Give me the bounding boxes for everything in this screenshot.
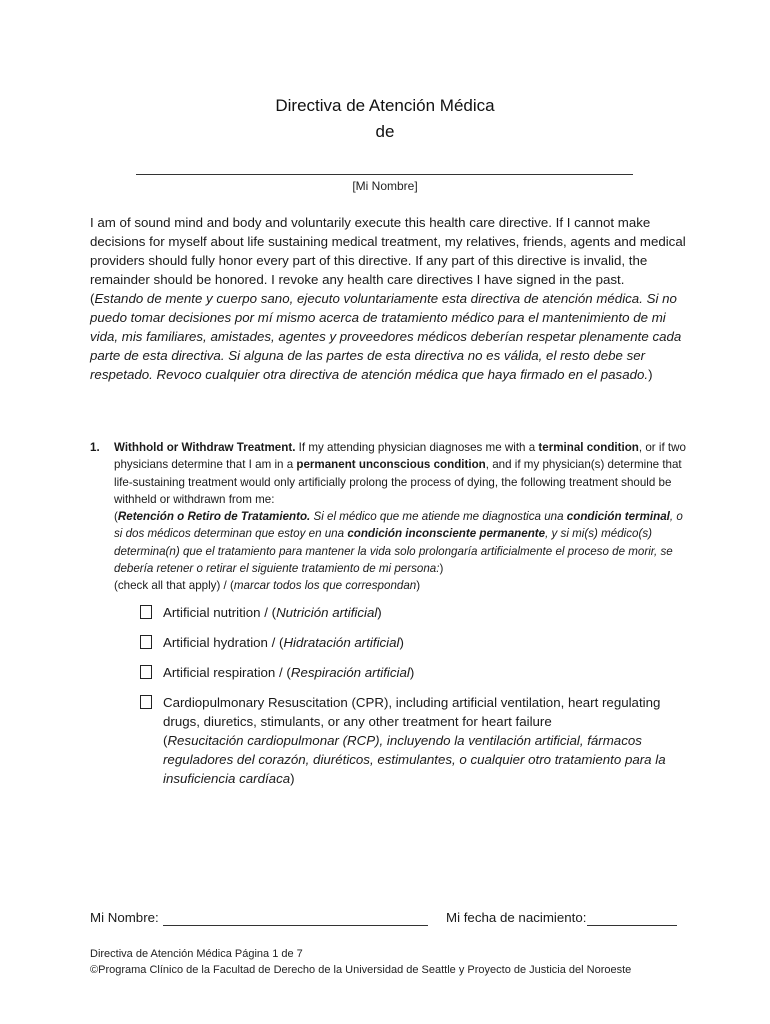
section-withhold-treatment xyxy=(90,439,690,595)
checkbox-artificial-nutrition[interactable] xyxy=(140,605,152,619)
intro-paragraph xyxy=(90,213,690,384)
page-footer xyxy=(90,946,730,978)
section-number: 1. xyxy=(90,441,100,454)
page-info: Directiva de Atención Médica Página 1 de 7 xyxy=(90,948,303,960)
option-artificial-respiration: Artificial respiration / (Respiración artificial) xyxy=(140,663,690,682)
option-artificial-hydration: Artificial hydration / (Hidratación artificial) xyxy=(140,633,690,652)
section-spanish-text: (Retención o Retiro de Tratamiento. Si el médico que me atiende me diagnostica una condición terminal, o si dos médicos determinan que estoy en una condición inconsciente permanente, y si mi(s) médico(s) determina(n) que el tratamiento para mantener la vida solo prolongaría artificialmente el proceso de morir, se debería retener o retirar el siguiente tratamiento de mi persona:) xyxy=(114,510,683,576)
dob-label: Mi fecha de nacimiento: xyxy=(446,910,587,925)
checkbox-artificial-hydration[interactable] xyxy=(140,635,152,649)
document-title: Directiva de Atención Médica xyxy=(275,96,495,115)
section-english-text: Withhold or Withdraw Treatment. If my attending physician diagnoses me with a terminal condition, or if two physicians determine that I am in a permanent unconscious condition, and if my physician(s) determine that life-sustaining treatment would only artificially prolong the process of dying, the following treatment should be withheld or withdrawn from me: xyxy=(114,441,686,506)
option-cpr: Cardiopulmonary Resuscitation (CPR), including artificial ventilation, heart regulating drugs, diuretics, stimulants, or any other treatment for heart failure (Resucitación cardiopulmonar (RCP), incluyendo la ventilación artificial, fármacos reguladores del corazón, diuréticos, estimulantes, o cualquier otro tratamiento para la insuficiencia cardíaca) xyxy=(140,693,690,788)
term-terminal-condition: terminal condition xyxy=(538,441,639,454)
intro-english: I am of sound mind and body and voluntarily execute this health care directive. If I cannot make decisions for myself about life sustaining medical treatment, my relatives, friends, agents and medical providers should fully honor every part of this directive. If any part of this directive is invalid, the remainder should be honored. I revoke any health care directives I have signed in the past. xyxy=(90,215,686,287)
document-title-de: de xyxy=(375,122,395,141)
check-instruction: (check all that apply) / (marcar todos los que correspondan) xyxy=(114,579,421,593)
section-heading: Withhold or Withdraw Treatment. xyxy=(114,441,296,454)
term-permanent-unconscious: permanent unconscious condition xyxy=(296,458,486,472)
copyright-notice: ©Programa Clínico de la Facultad de Derecho de la Universidad de Seattle y Proyecto de Justicia del Noroeste xyxy=(90,964,632,976)
name-signature-line[interactable] xyxy=(163,925,428,926)
intro-spanish: (Estando de mente y cuerpo sano, ejecuto voluntariamente esta directiva de atención médica. Si no puedo tomar decisiones por mí mismo acerca de tratamiento médico para el mantenimiento de mi vida, mis familiares, amistades, agentes y proveedores médicos deberían respetar plenamente cada parte de esta directiva. Si alguna de las partes de esta directiva no es válida, el resto debe ser respetado. Revoco cualquier otra directiva de atención médica que haya firmado en el pasado.) xyxy=(90,291,682,382)
name-label: Mi Nombre: xyxy=(90,910,159,925)
name-blank-line[interactable] xyxy=(136,162,633,175)
name-caption: [Mi Nombre] xyxy=(352,179,418,193)
checkbox-cpr[interactable] xyxy=(140,695,152,709)
checkbox-artificial-respiration[interactable] xyxy=(140,665,152,679)
option-artificial-nutrition: Artificial nutrition / (Nutrición artificial) xyxy=(140,603,690,622)
section-heading-es: Retención o Retiro de Tratamiento. xyxy=(117,510,311,524)
dob-line[interactable] xyxy=(587,925,677,926)
